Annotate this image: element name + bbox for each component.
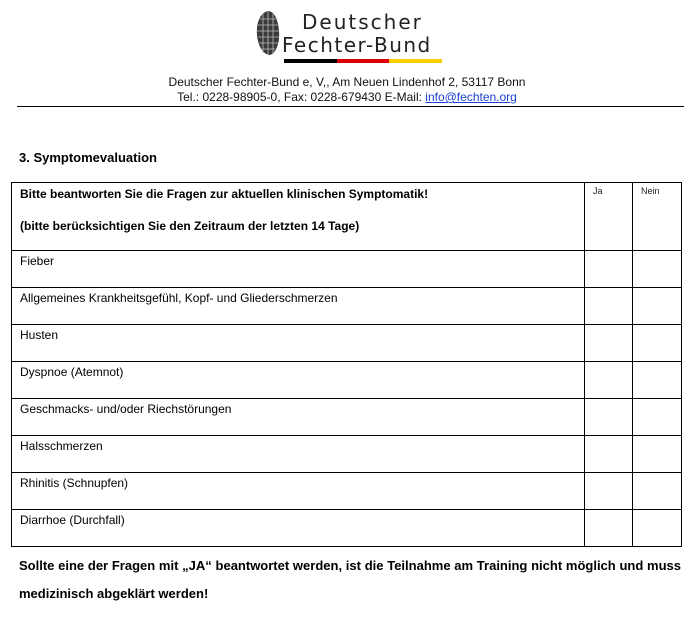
question-note: (bitte berücksichtigen Sie den Zeitraum der letzten 14 Tage) [20,219,360,233]
question-cell [12,183,585,251]
address-line: Deutscher Fechter-Bund e, V,, Am Neuen Lindenhof 2, 53117 Bonn [168,75,526,89]
email-link[interactable]: info@fechten.org [425,90,517,104]
table-header-row [12,183,682,251]
table-row [12,288,682,325]
header-divider [17,106,684,107]
table-row [12,436,682,473]
symptom-label: Diarrhoe (Durchfall) [12,510,585,547]
answer-yes-cell[interactable] [585,436,633,473]
symptom-label: Halsschmerzen [12,436,585,473]
symptom-label: Rhinitis (Schnupfen) [12,473,585,510]
answer-yes-cell[interactable] [585,473,633,510]
answer-yes-cell[interactable] [585,288,633,325]
fencing-mask-icon [254,9,282,57]
symptom-label: Fieber [12,251,585,288]
answer-no-cell[interactable] [633,251,682,288]
answer-yes-cell[interactable] [585,325,633,362]
answer-yes-cell[interactable] [585,399,633,436]
symptom-label: Allgemeines Krankheitsgefühl, Kopf- und Gliederschmerzen [12,288,585,325]
answer-no-cell[interactable] [633,510,682,547]
answer-yes-cell[interactable] [585,362,633,399]
flag-stripe [284,59,442,63]
table-row [12,362,682,399]
table-row [12,473,682,510]
symptom-table [11,182,682,547]
logo-text-line2: Fechter-Bund [282,33,432,57]
answer-no-cell[interactable] [633,473,682,510]
answer-no-cell[interactable] [633,325,682,362]
contact-text: Tel.: 0228-98905-0, Fax: 0228-679430 E-Mail: [177,90,426,104]
symptom-label: Husten [12,325,585,362]
dfb-logo [254,6,454,64]
answer-no-cell[interactable] [633,362,682,399]
section-title: 3. Symptomevaluation [19,150,157,165]
footer-notice: Sollte eine der Fragen mit „JA“ beantwortet werden, ist die Teilnahme am Training nicht möglich und muss medizinisch abgeklärt werden! [19,558,681,601]
answer-no-cell[interactable] [633,399,682,436]
table-row [12,325,682,362]
symptom-label: Geschmacks- und/oder Riechstörungen [12,399,585,436]
symptom-label: Dyspnoe (Atemnot) [12,362,585,399]
answer-no-cell[interactable] [633,288,682,325]
table-row [12,251,682,288]
table-row [12,510,682,547]
logo-text-line1: Deutscher [302,10,423,34]
answer-yes-cell[interactable] [585,251,633,288]
column-header-no: Nein [633,183,682,251]
letterhead-address [0,75,694,105]
answer-no-cell[interactable] [633,436,682,473]
answer-yes-cell[interactable] [585,510,633,547]
column-header-yes: Ja [585,183,633,251]
question-text: Bitte beantworten Sie die Fragen zur aktuellen klinischen Symptomatik! [20,187,429,201]
contact-line [0,90,694,105]
table-row [12,399,682,436]
